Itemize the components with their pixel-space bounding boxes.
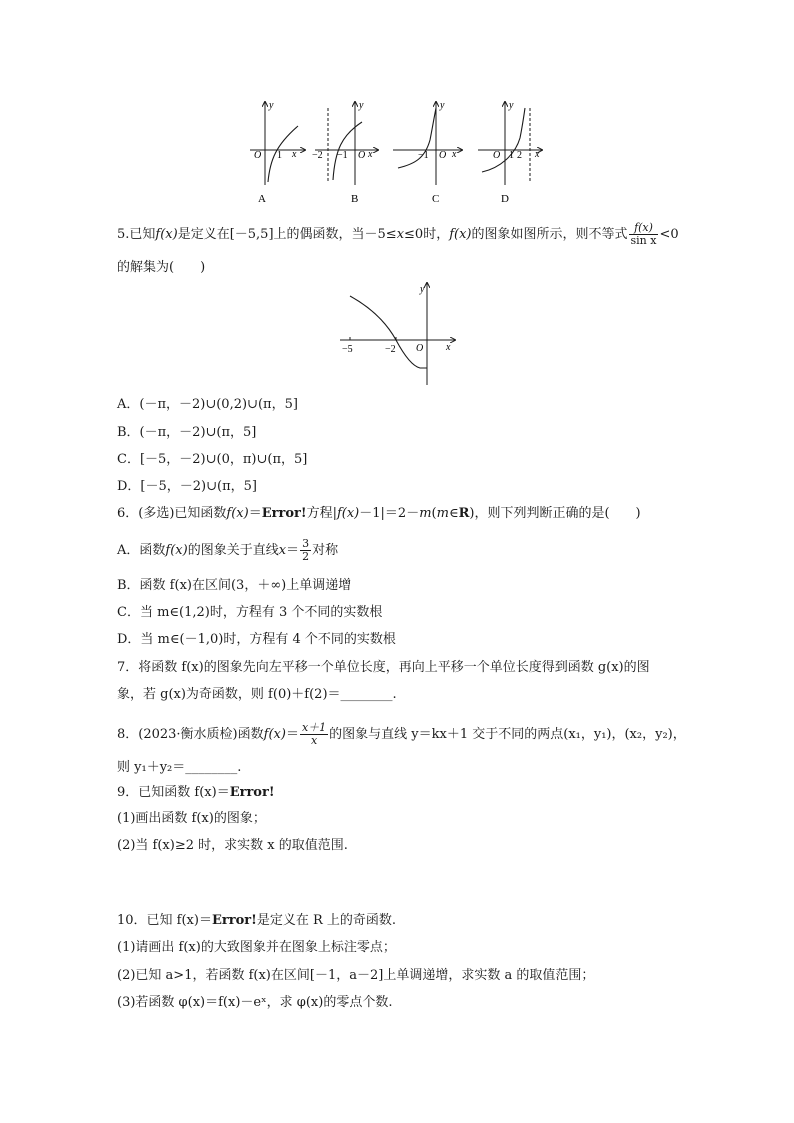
q5-text-pre: 5.已知 xyxy=(117,227,156,242)
q6-stem-f: )，则下列判断正确的是( ) xyxy=(469,506,641,521)
q6-optA-x: x xyxy=(278,543,287,558)
q6-optA-num: 3 xyxy=(302,537,310,550)
q5-option-b: B．(－π，－2)∪(π，5] xyxy=(117,425,257,440)
q6-optA-pre: A．函数 xyxy=(117,543,166,558)
q5-fx2: f(x) xyxy=(449,227,472,242)
q5-graph-tick-m2: −2 xyxy=(385,344,396,355)
graph-a-origin: O xyxy=(254,150,262,161)
q10-line3: (2)已知 a>1，若函数 f(x)在区间[－1，a－2]上单调递增，求实数 a 的取值范围； xyxy=(117,968,595,983)
q5-graph xyxy=(0,280,794,390)
graph-b-tick: −1 xyxy=(337,150,348,161)
q8-fraction xyxy=(300,722,328,747)
graph-c xyxy=(393,100,462,205)
q6-eq: ＝ xyxy=(248,506,262,521)
graph-b-tick: −2 xyxy=(312,150,323,161)
q6-stem-e: ∈ xyxy=(448,506,459,521)
q9-error: Error! xyxy=(229,785,275,800)
graph-d-axis-x: x xyxy=(535,149,540,160)
q5-text-post: 的图象如图所示，则不等式 xyxy=(471,227,628,242)
q5-stem-line2: 的解集为( ) xyxy=(117,260,206,275)
q8-line1 xyxy=(117,722,686,747)
q6-option-d: D．当 m∈(－1,0)时，方程有 4 个不同的实数根 xyxy=(117,632,396,647)
q8-pre: 8．(2023·衡水质检)函数 xyxy=(117,727,264,742)
graph-d-label: D xyxy=(501,193,509,205)
q5-text-mid: 是定义在[－5,5]上的偶函数，当－5≤ xyxy=(177,227,397,242)
q8-fx: f(x) xyxy=(263,727,286,742)
graph-d-axis-y: y xyxy=(509,100,514,111)
q6-optA-post: 对称 xyxy=(312,543,339,558)
graph-a-axis-x: x xyxy=(292,149,297,160)
q6-optA-fx: f(x) xyxy=(165,543,188,558)
q6-fx2: f(x) xyxy=(336,506,360,521)
q6-option-c: C．当 m∈(1,2)时，方程有 3 个不同的实数根 xyxy=(117,605,383,620)
graph-c-origin: O xyxy=(439,150,447,161)
graph-d-origin: O xyxy=(493,150,501,161)
graph-c-tick: −1 xyxy=(418,150,429,161)
q5-fraction xyxy=(629,222,659,247)
q5-graph-origin: O xyxy=(416,343,424,354)
q6-option-a xyxy=(117,538,338,563)
graph-b xyxy=(312,100,378,205)
graph-b-label: B xyxy=(351,193,359,205)
q7-line1: 7．将函数 f(x)的图象先向左平移一个单位长度，再向上平移一个单位长度得到函数 g(x)的图 xyxy=(117,660,650,675)
q6-stem xyxy=(117,505,641,523)
q9-line1-pre: 9．已知函数 f(x)＝ xyxy=(117,785,230,800)
q10-line1 xyxy=(117,912,396,930)
q6-optA-den: 2 xyxy=(302,550,310,563)
q5-text-mid2: ≤0时， xyxy=(404,227,450,242)
q6-R: R xyxy=(458,506,470,521)
q5-fx: f(x) xyxy=(155,227,178,242)
q6-stem-b: 方程| xyxy=(306,506,337,521)
graph-a-label: A xyxy=(258,193,266,205)
graph-a xyxy=(250,100,305,205)
q5-stem xyxy=(117,222,679,247)
q8-num: x＋1 xyxy=(301,721,327,734)
graph-d-tick: 1 xyxy=(509,150,514,161)
q6-m2: m xyxy=(436,506,449,521)
q6-stem-c: －1|＝2－ xyxy=(359,506,420,521)
q6-optA-mid: 的图象关于直线 xyxy=(187,543,279,558)
q5-frac-num: f(x) xyxy=(629,222,659,235)
q9-line2: (1)画出函数 f(x)的图象； xyxy=(117,811,266,826)
q5-graph-tick-m5: −5 xyxy=(342,344,353,355)
q6-option-b: B．函数 f(x)在区间(3，＋∞)上单调递增 xyxy=(117,578,352,593)
graph-c-axis-x: x xyxy=(452,149,457,160)
q5-option-a: A．(－π，－2)∪(0,2)∪(π，5] xyxy=(117,397,298,412)
graph-d xyxy=(478,100,542,205)
q6-stem-a: 6．(多选)已知函数 xyxy=(117,506,227,521)
q8-post: 的图象与直线 y＝kx＋1 交于不同的两点(x₁，y₁)，(x₂，y₂)， xyxy=(329,727,686,742)
q6-optA-fraction xyxy=(300,538,311,563)
q6-fx: f(x) xyxy=(226,506,249,521)
q6-optA-eq: ＝ xyxy=(286,543,300,558)
q6-error: Error! xyxy=(261,506,307,521)
q8-line2: 则 y₁＋y₂＝________. xyxy=(117,760,242,775)
q7-line2: 象，若 g(x)为奇函数，则 f(0)＋f(2)＝________. xyxy=(117,687,397,702)
graph-c-axis-y: y xyxy=(440,100,445,111)
q5-lt0: <0 xyxy=(659,227,679,242)
q6-stem-d: ( xyxy=(431,506,437,521)
graph-a-axis-y: y xyxy=(269,100,274,111)
q5-option-c: C．[－5，－2)∪(0，π)∪(π，5] xyxy=(117,452,308,467)
q5-frac-den: sin x xyxy=(630,234,657,247)
graph-d-tick: 2 xyxy=(517,150,522,161)
q5-option-d: D．[－5，－2)∪(π，5] xyxy=(117,479,257,494)
q8-eq: ＝ xyxy=(285,727,299,742)
q5-graph-axis-x: x xyxy=(446,342,451,353)
q5-graph-axis-y: y xyxy=(420,284,425,295)
q9-line3: (2)当 f(x)≥2 时，求实数 x 的取值范围. xyxy=(117,838,348,853)
graph-b-axis-x: x xyxy=(368,149,373,160)
q10-line2: (1)请画出 f(x)的大致图象并在图象上标注零点； xyxy=(117,940,396,955)
q8-den: x xyxy=(310,734,318,747)
graph-b-origin: O xyxy=(358,150,366,161)
q9-line1 xyxy=(117,784,275,802)
q6-m: m xyxy=(419,506,432,521)
graph-a-tick: 1 xyxy=(277,150,282,161)
q10-line1-pre: 10．已知 f(x)＝ xyxy=(117,913,212,928)
graph-c-label: C xyxy=(432,193,440,205)
q10-line1-post: 是定义在 R 上的奇函数. xyxy=(256,913,396,928)
q10-line4: (3)若函数 φ(x)＝f(x)－eˣ，求 φ(x)的零点个数. xyxy=(117,995,393,1010)
q5-xvar: x xyxy=(396,227,405,242)
q10-error: Error! xyxy=(211,913,257,928)
q4-graphs xyxy=(0,0,794,215)
graph-b-axis-y: y xyxy=(359,100,364,111)
